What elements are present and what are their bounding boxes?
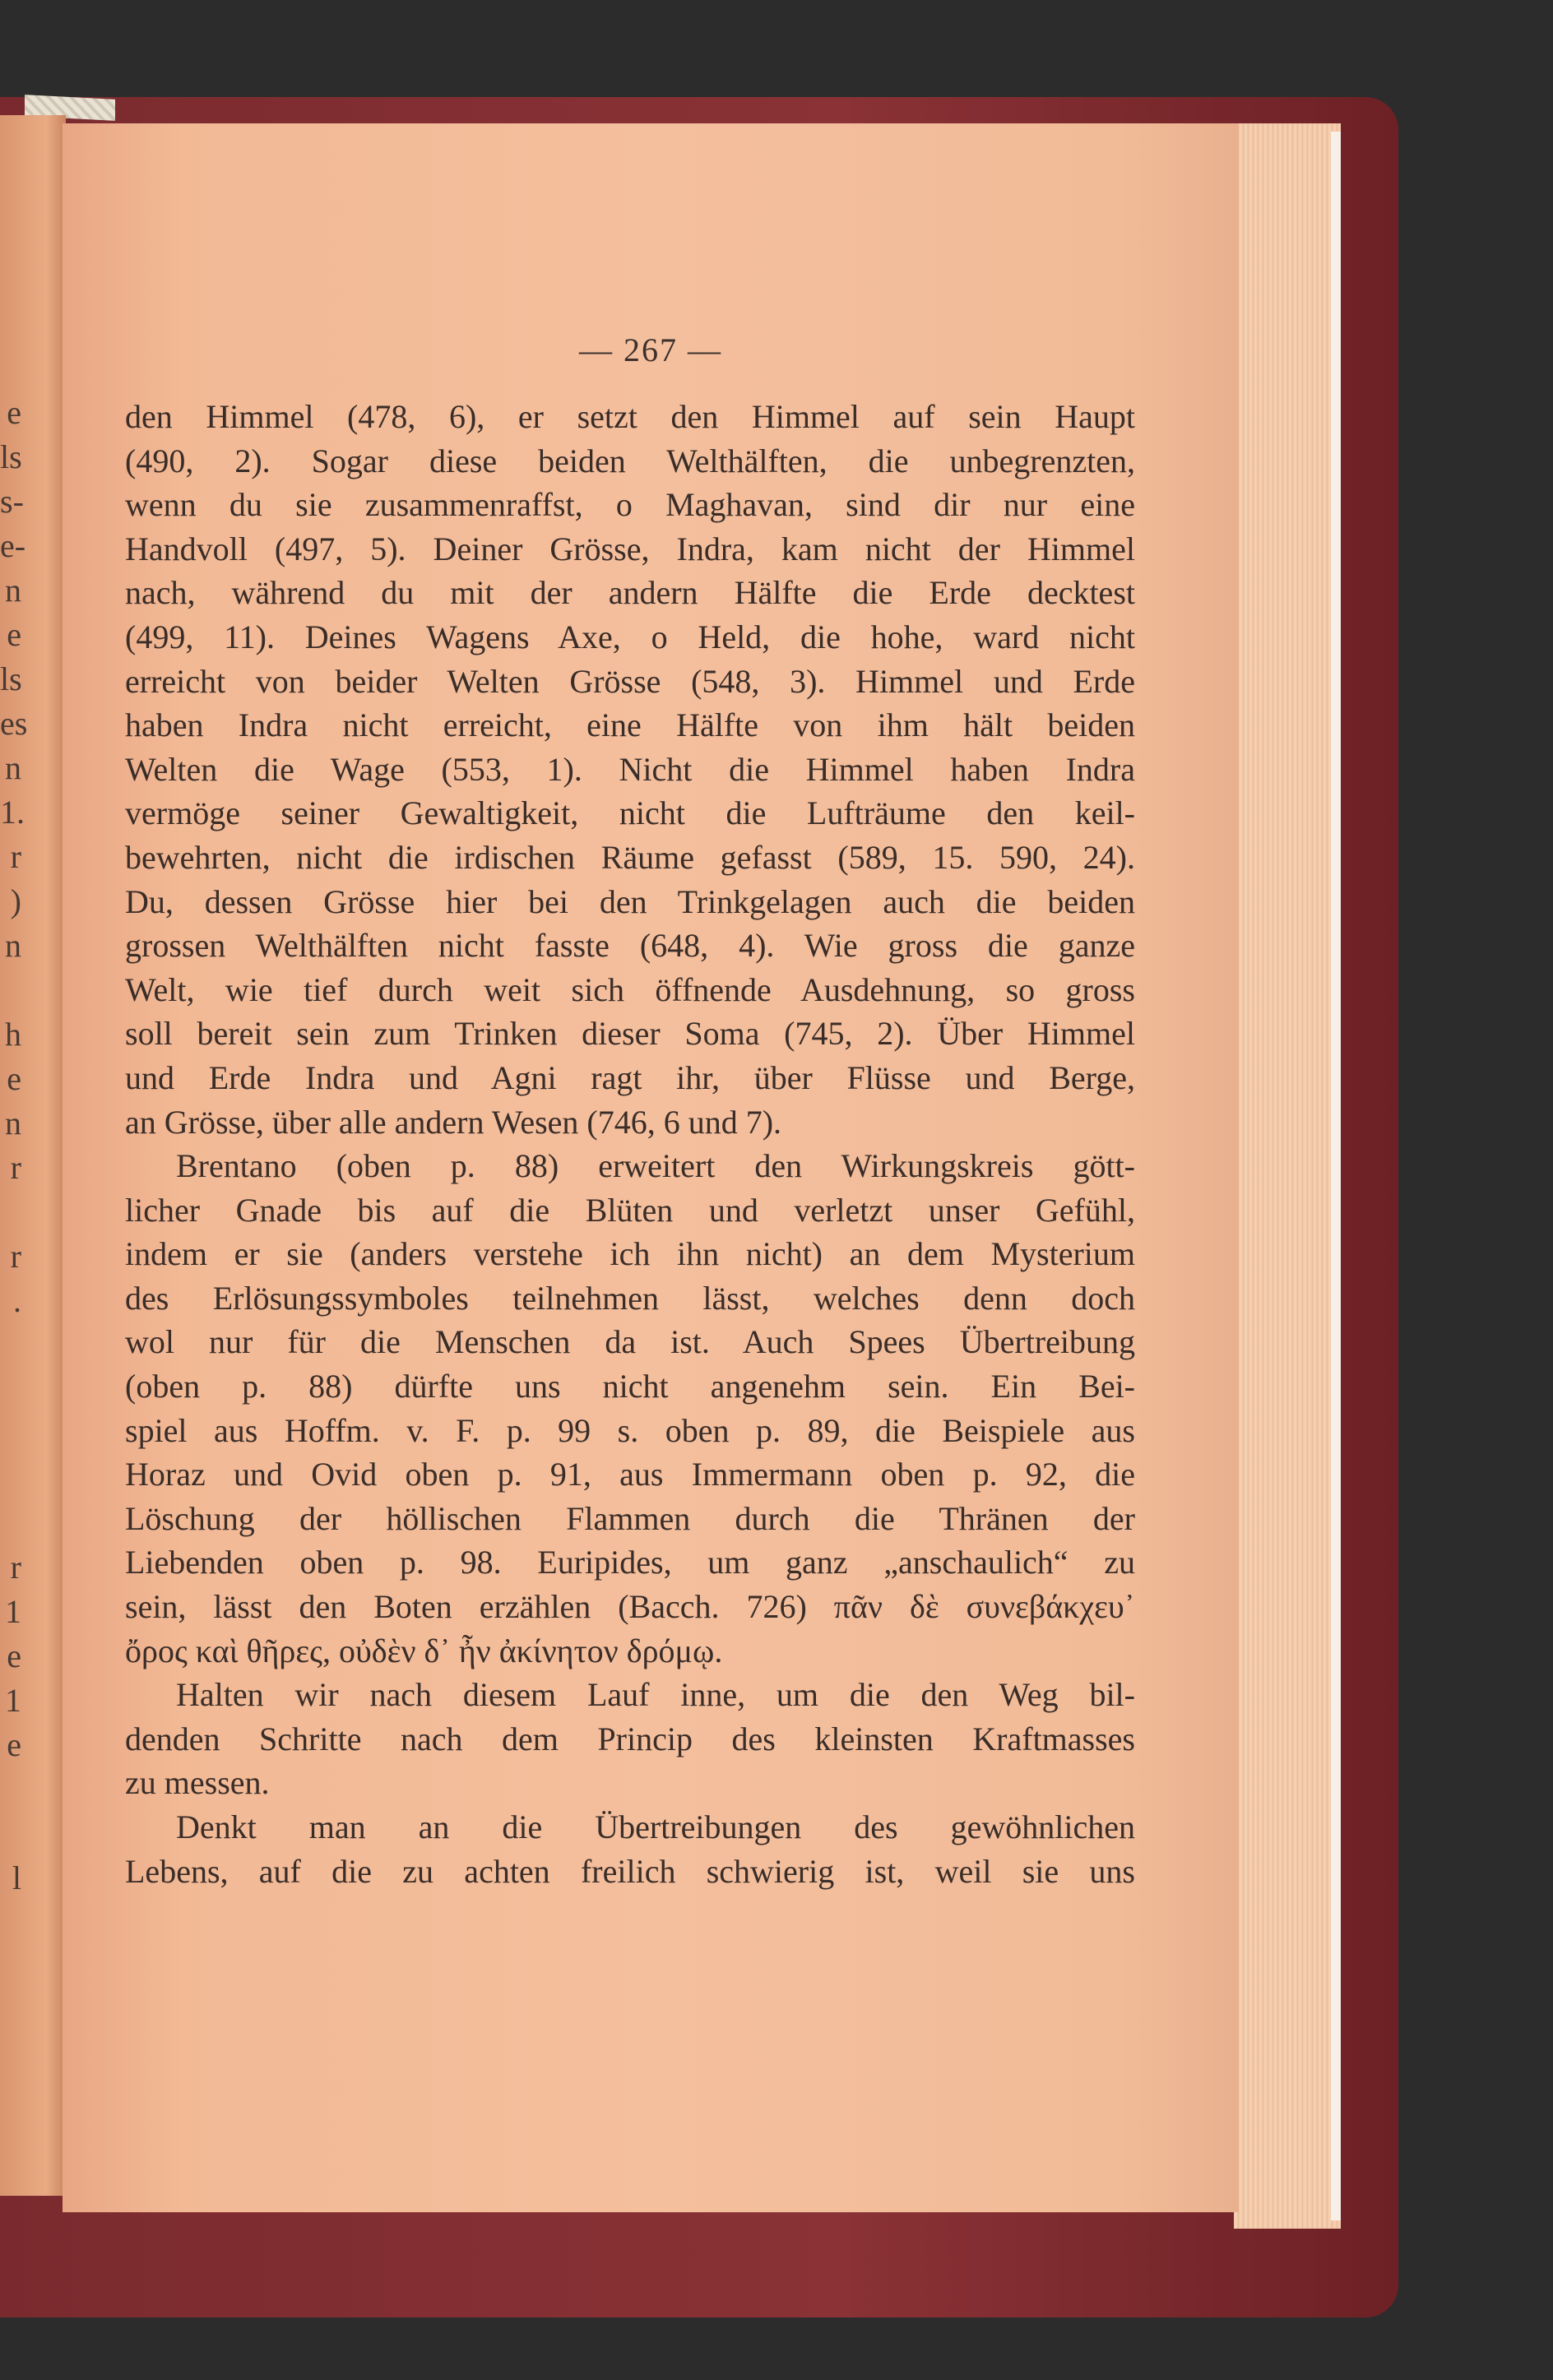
left-page-fragment: r — [10, 1149, 21, 1186]
text-line: grossen Welthälften nicht fasste (648, 4). Wie gross die ganze — [125, 927, 1135, 965]
text-line: Lebens, auf die zu achten freilich schwierig ist, weil sie uns — [125, 1852, 1135, 1890]
text-line: vermöge seiner Gewaltigkeit, nicht die Lufträume den keil- — [125, 794, 1135, 832]
text-line: (490, 2). Sogar diese beiden Welthälften, die unbegrenzten, — [125, 442, 1135, 479]
left-page-fragment: e — [7, 1726, 21, 1763]
left-page-fragment: e — [7, 1060, 21, 1097]
text-line: bewehrten, nicht die irdischen Räume gefasst (589, 15. 590, 24). — [125, 838, 1135, 876]
left-page-fragment: 1 — [5, 1682, 21, 1719]
left-page-fragment: e — [7, 1637, 21, 1674]
book-page — [63, 123, 1239, 2212]
text-line: Halten wir nach diesem Lauf inne, um die den Weg bil- — [176, 1676, 1135, 1714]
text-line: soll bereit sein zum Trinken dieser Soma (745, 2). Über Himmel — [125, 1015, 1135, 1053]
left-page-fragment: es — [0, 705, 28, 742]
text-line: erreicht von beider Welten Grösse (548, 3). Himmel und Erde — [125, 662, 1135, 700]
left-page-fragment: n — [5, 572, 21, 609]
text-line: licher Gnade bis auf die Blüten und verletzt unser Gefühl, — [125, 1191, 1135, 1229]
left-page-fragment: e — [7, 616, 21, 653]
page-edge-highlight — [1331, 132, 1341, 2220]
text-line: wol nur für die Menschen da ist. Auch Spees Übertreibung — [125, 1323, 1135, 1361]
text-line: Du, dessen Grösse hier bei den Trinkgelagen auch die beiden — [125, 882, 1135, 920]
left-page-fragment: ls — [0, 438, 22, 475]
left-page-fragment: n — [5, 1104, 21, 1141]
text-line: Löschung der höllischen Flammen durch die Thränen der — [125, 1499, 1135, 1537]
page-number: — 267 — — [579, 331, 722, 368]
left-page-fragment: ls — [0, 660, 22, 697]
left-page-fragment: n — [5, 749, 21, 786]
text-line: (oben p. 88) dürfte uns nicht angenehm sein. Ein Bei- — [125, 1368, 1135, 1405]
text-line: wenn du sie zusammenraffst, o Maghavan, sind dir nur eine — [125, 486, 1135, 524]
left-page-fragment: 1 — [5, 1593, 21, 1630]
text-line: haben Indra nicht erreicht, eine Hälfte von ihm hält beiden — [125, 706, 1135, 744]
text-line: Horaz und Ovid oben p. 91, aus Immermann oben p. 92, die — [125, 1456, 1135, 1493]
text-line: und Erde Indra und Agni ragt ihr, über Flüsse und Berge, — [125, 1058, 1135, 1096]
previous-page-edge — [0, 115, 66, 2196]
left-page-fragment: h — [5, 1016, 21, 1053]
text-line: den Himmel (478, 6), er setzt den Himmel auf sein Haupt — [125, 398, 1135, 435]
text-line: Handvoll (497, 5). Deiner Grösse, Indra, kam nicht der Himmel — [125, 530, 1135, 567]
left-page-fragment: ) — [10, 882, 21, 919]
text-line: sein, lässt den Boten erzählen (Bacch. 726) πᾶν δὲ συνεβάκχευ᾽ — [125, 1588, 1135, 1626]
left-page-fragment: n — [5, 927, 21, 964]
text-line: indem er sie (anders verstehe ich ihn nicht) an dem Mysterium — [125, 1235, 1135, 1273]
page-edges — [1234, 123, 1341, 2229]
left-page-fragment: r — [10, 1238, 21, 1275]
text-line: nach, während du mit der andern Hälfte die Erde decktest — [125, 574, 1135, 612]
text-line: spiel aus Hoffm. v. F. p. 99 s. oben p. 89, die Beispiele aus — [125, 1411, 1135, 1449]
left-page-fragment: . — [13, 1282, 21, 1319]
text-line: Welten die Wage (553, 1). Nicht die Himmel haben Indra — [125, 750, 1135, 788]
left-page-fragment: e- — [0, 527, 26, 564]
text-line: denden Schritte nach dem Princip des kleinsten Kraftmasses — [125, 1720, 1135, 1757]
text-line: Welt, wie tief durch weit sich öffnende Ausdehnung, so gross — [125, 970, 1135, 1008]
page-body — [125, 395, 1135, 1893]
left-page-fragment: e — [7, 394, 21, 431]
left-page-fragment: r — [10, 838, 21, 875]
text-line: ὄρος καὶ θῆρες, οὐδὲν δ᾽ ἦν ἀκίνητον δρόμῳ. — [125, 1632, 723, 1669]
text-line: (499, 11). Deines Wagens Axe, o Held, die hohe, ward nicht — [125, 618, 1135, 655]
text-line: Liebenden oben p. 98. Euripides, um ganz „anschaulich“ zu — [125, 1544, 1135, 1581]
left-page-fragment: l — [12, 1859, 21, 1896]
left-page-fragment: r — [10, 1549, 21, 1586]
text-line: Denkt man an die Übertreibungen des gewöhnlichen — [176, 1808, 1135, 1845]
text-line: an Grösse, über alle andern Wesen (746, 6 und 7). — [125, 1103, 782, 1141]
left-page-fragment: 1. — [0, 794, 25, 831]
text-line: des Erlösungssymboles teilnehmen lässt, welches denn doch — [125, 1279, 1135, 1317]
text-line: Brentano (oben p. 88) erweitert den Wirkungskreis gött- — [176, 1147, 1135, 1185]
text-line: zu messen. — [125, 1764, 270, 1802]
left-page-fragment: s- — [0, 483, 24, 520]
